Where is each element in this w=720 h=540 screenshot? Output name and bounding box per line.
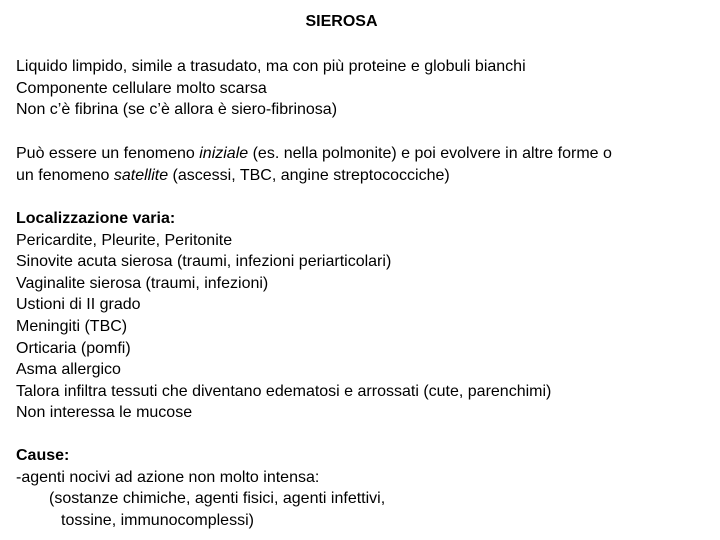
cause-line: (sostanze chimiche, agenti fisici, agenti infettivi, — [49, 490, 386, 508]
localizzazione-item: Talora infiltra tessuti che diventano edematosi e arrossati (cute, parenchimi) — [16, 382, 552, 400]
localizzazione-block — [16, 208, 706, 424]
slide-title: SIEROSA — [305, 13, 378, 30]
phenomenon-text: (es. nella polmonite) e poi evolvere in altre forme o — [248, 145, 612, 162]
localizzazione-item: Sinovite acuta sierosa (traumi, infezioni periarticolari) — [16, 253, 392, 271]
localizzazione-item: Orticaria (pomfi) — [16, 339, 131, 357]
cause-block — [16, 445, 706, 531]
phenomenon-emphasis: iniziale — [199, 145, 249, 162]
localizzazione-item: Ustioni di II grado — [16, 296, 141, 314]
phenomenon-emphasis: satellite — [113, 166, 169, 184]
cause-line: -agenti nocivi ad azione non molto intensa: — [16, 468, 320, 486]
localizzazione-heading: Localizzazione varia: — [16, 210, 176, 227]
cause-line: tossine, immunocomplessi) — [61, 511, 254, 529]
localizzazione-item: Vaginalite sierosa (traumi, infezioni) — [16, 274, 269, 292]
intro-line: Non c’è fibrina (se c’è allora è siero-fibrinosa) — [16, 101, 338, 119]
intro-line: Liquido limpido, simile a trasudato, ma con più proteine e globuli bianchi — [16, 58, 526, 75]
localizzazione-item: Non interessa le mucose — [16, 404, 193, 422]
phenomenon-text: (ascessi, TBC, angine streptococciche) — [168, 166, 450, 184]
phenomenon-line-1 — [16, 143, 706, 165]
phenomenon-block — [16, 143, 706, 186]
localizzazione-item: Meningiti (TBC) — [16, 317, 128, 335]
intro-block — [16, 56, 706, 121]
localizzazione-item: Pericardite, Pleurite, Peritonite — [16, 231, 233, 249]
cause-heading: Cause: — [16, 447, 70, 464]
phenomenon-text: un fenomeno — [16, 166, 114, 184]
intro-line: Componente cellulare molto scarsa — [16, 79, 267, 97]
phenomenon-text: Può essere un fenomeno — [16, 145, 200, 162]
localizzazione-item: Asma allergico — [16, 361, 121, 379]
phenomenon-line-2 — [16, 165, 706, 187]
